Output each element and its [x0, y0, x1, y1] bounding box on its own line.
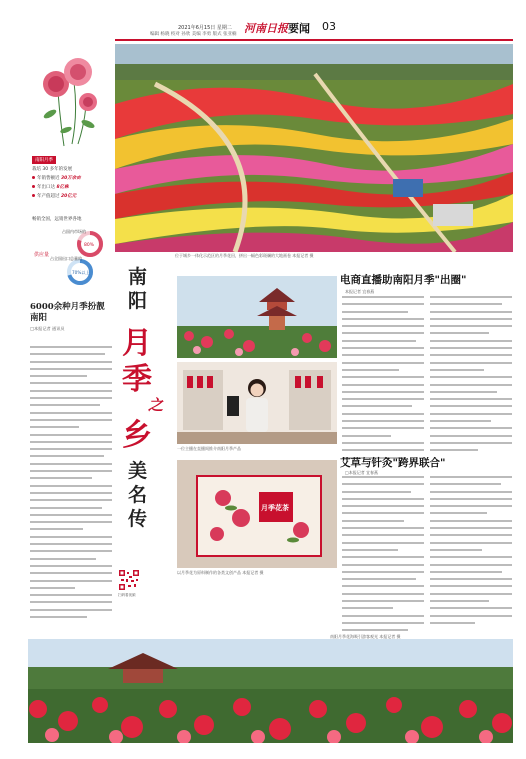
staff-line: 编辑 杨晓 校对 孙欣 美编 李勇 版式 张亚楠 [150, 32, 237, 37]
stat-item: 年产值超过 20亿元 [32, 193, 76, 199]
supply-chart [32, 222, 114, 286]
supply-label: 畅销全国，远销世界各地 [32, 217, 82, 222]
headline-char: 之 [148, 396, 164, 414]
story2-headline: 艾草与针灸"跨界联合" [340, 457, 446, 469]
headline-char: 月 [122, 326, 152, 361]
headline-byline: □本报记者 通讯员 [30, 326, 65, 331]
newspaper-logo: 河南日报 [244, 22, 288, 35]
chart-series-label: 占国内市场的 [62, 229, 86, 234]
qr-label: 扫码看视频 [118, 593, 136, 597]
chart-value-label: 80% [84, 243, 95, 248]
photo-caption-live: 一位主播在直播间推介南阳月季产品 [177, 446, 241, 451]
story1-headline: 电商直播助南阳月季"出圈" [340, 274, 467, 286]
article-text-left [30, 346, 112, 623]
story2-text-col1 [342, 476, 424, 637]
photo-rose-product-box [177, 460, 337, 568]
headline-char: 乡 [122, 418, 152, 453]
page-number: 03 [322, 20, 336, 33]
headline-char: 传 [128, 508, 148, 530]
story2-byline: □本报记者 宜春燕 [345, 470, 379, 475]
photo-rose-garden-panorama [28, 639, 513, 743]
hero-caption: 位于城乡一体化示范区的月季花田，拼出一幅色彩斑斓的大地画卷 本报记者 摄 [175, 253, 314, 258]
headline-char: 阳 [128, 290, 148, 312]
story1-byline: 本报记者 宜春燕 [345, 289, 375, 294]
masthead-rule [115, 39, 513, 41]
qr-code-icon[interactable] [118, 569, 140, 591]
photo-caption-product: 以月季花为原料制作的各类文创产品 本报记者 摄 [177, 570, 264, 575]
story2-text-col2 [430, 476, 512, 629]
chart-label: 供应量 [34, 252, 50, 258]
issue-date: 2021年6月15日 星期二 [178, 25, 232, 31]
rose-illustration [28, 44, 106, 148]
photo-pavilion-garden [177, 276, 337, 358]
stats-intro: 栽培 30 多年的发展 [32, 167, 73, 172]
stats-title: 南阳月季 [32, 156, 56, 164]
photo-livestream-host [177, 362, 337, 444]
product-label: 月季花茶 [261, 503, 289, 512]
story1-text-col2 [430, 296, 512, 457]
bottom-caption: 南阳月季花海吸引游客观光 本报记者 摄 [330, 634, 401, 639]
headline-char: 名 [128, 484, 148, 506]
section-name: 要闻 [288, 22, 310, 35]
headline-char: 南 [128, 266, 148, 288]
headline-char: 季 [122, 362, 152, 397]
headline-char: 美 [128, 460, 148, 482]
chart-series-label: 占全国出口总量的 [50, 256, 82, 261]
headline-subtitle: 6000余种月季扮靓南阳 [30, 302, 105, 323]
stat-item: 年销售额近 30万余亩 [32, 175, 81, 181]
chart-value-label: 70%以上 [72, 270, 90, 275]
hero-photo-rose-fields [115, 44, 513, 252]
masthead [0, 0, 526, 40]
stat-item: 年出口达 8亿株 [32, 184, 69, 190]
story1-text-col1 [342, 296, 424, 464]
